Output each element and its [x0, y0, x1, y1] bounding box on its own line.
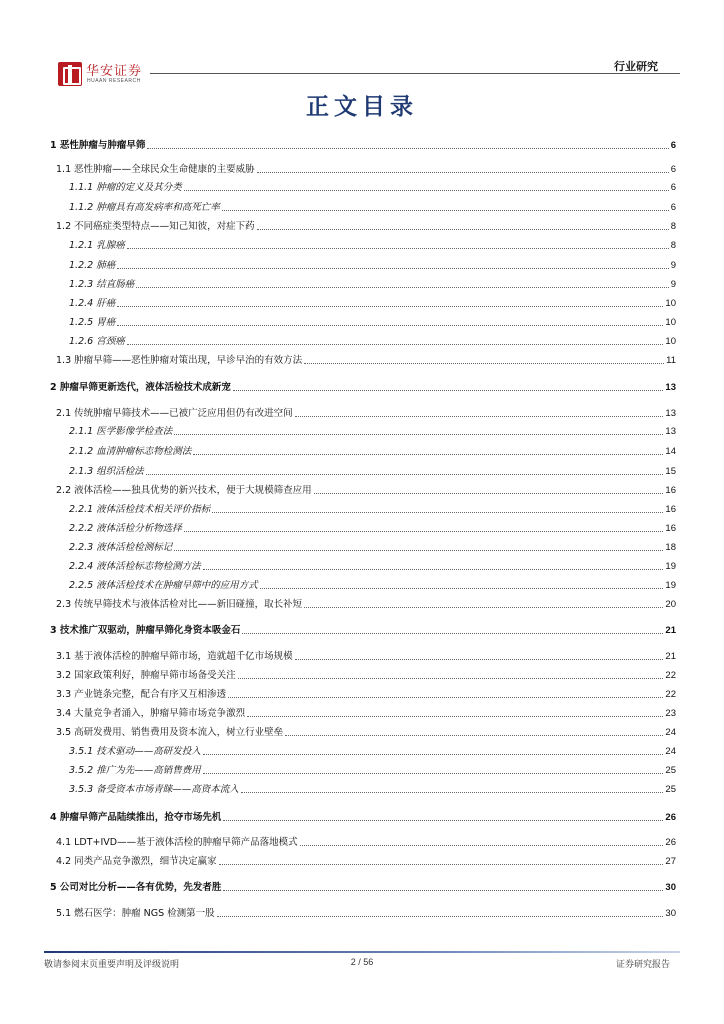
toc-entry-page: 16: [665, 523, 676, 534]
toc-entry-label: 3.5.1 技术驱动——高研发投入: [69, 746, 201, 757]
toc-entry[interactable]: [50, 442, 676, 458]
toc-entry[interactable]: [50, 500, 676, 516]
toc-entry-page: 8: [670, 221, 676, 232]
toc-entry-label: 2.2.5 液体活检技术在肿瘤早筛中的应用方式: [69, 580, 258, 591]
toc-entry[interactable]: [50, 275, 676, 291]
toc-dot-leader: [184, 531, 664, 532]
toc-entry-page: 25: [665, 765, 676, 776]
toc-entry-page: 11: [666, 355, 676, 366]
toc-entry[interactable]: [50, 160, 676, 176]
toc-entry[interactable]: [50, 833, 676, 849]
toc-entry-page: 24: [665, 727, 676, 738]
logo-subtext: HUAAN RESEARCH: [87, 78, 141, 84]
toc-dot-leader: [146, 474, 664, 475]
toc-entry-page: 26: [665, 837, 676, 848]
toc-entry-label: 2.2 液体活检——独具优势的新兴技术，便于大规模筛查应用: [56, 485, 312, 496]
toc-entry[interactable]: [50, 178, 676, 194]
toc-entry-label: 2.3 传统早筛技术与液体活检对比——新旧碰撞，取长补短: [56, 599, 303, 610]
toc-dot-leader: [304, 363, 664, 364]
toc-entry[interactable]: [50, 332, 676, 348]
toc-entry-page: 16: [665, 485, 676, 496]
toc-entry-page: 22: [665, 670, 676, 681]
toc-entry-page: 10: [665, 317, 676, 328]
toc-entry-page: 14: [665, 446, 676, 457]
toc-entry-label: 3.1 基于液体活检的肿瘤早筛市场，造就超千亿市场规模: [56, 651, 293, 662]
toc-entry-page: 20: [665, 599, 676, 610]
page-title: 正文目录: [306, 93, 418, 120]
toc-dot-leader: [260, 588, 664, 589]
header-divider: [150, 73, 680, 74]
toc-entry-label: 2.1.1 医学影像学检查法: [69, 426, 173, 437]
toc-entry-label: 2.2.4 液体活检标志物检测方法: [69, 561, 201, 572]
toc-entry-page: 15: [665, 466, 676, 477]
toc-entry-label: 1.3 肿瘤早筛——恶性肿瘤对策出现，早诊早治的有效方法: [56, 355, 303, 366]
toc-entry[interactable]: [50, 313, 676, 329]
toc-entry-page: 9: [670, 260, 676, 271]
toc-entry-label: 2.1.2 血清肿瘤标志物检测法: [69, 446, 192, 457]
toc-entry-page: 9: [670, 279, 676, 290]
toc-entry[interactable]: [50, 217, 676, 233]
toc-entry-label: 3.2 国家政策利好，肿瘤早筛市场备受关注: [56, 670, 236, 681]
toc-entry-label: 1.2.4 肝癌: [69, 298, 116, 309]
toc-entry-page: 10: [665, 298, 676, 309]
toc-dot-leader: [238, 678, 664, 679]
toc-dot-leader: [203, 569, 664, 570]
toc-entry-label: 1.2.1 乳腺癌: [69, 240, 125, 251]
huaan-logo-icon: [58, 62, 82, 86]
toc-dot-leader: [233, 390, 664, 391]
toc-dot-leader: [247, 716, 663, 717]
toc-entry-label: 3.4 大量竞争者涌入，肿瘤早筛市场竞争激烈: [56, 708, 246, 719]
toc-entry[interactable]: [50, 378, 676, 394]
toc-entry-label: 1.1.2 肿瘤具有高发病率和高死亡率: [69, 202, 220, 213]
toc-entry-page: 13: [665, 408, 676, 419]
toc-entry-page: 25: [665, 784, 676, 795]
toc-entry-label: 1.2.6 宫颈癌: [69, 336, 125, 347]
toc-entry[interactable]: [50, 685, 676, 701]
toc-entry-page: 24: [665, 746, 676, 757]
toc-entry-label: 2.2.1 液体活检技术相关评价指标: [69, 504, 211, 515]
toc-entry-label: 2.2.2 液体活检分析物选择: [69, 523, 182, 534]
toc-entry-label: 5.1 燃石医学：肿瘤 NGS 检测第一股: [56, 908, 215, 919]
toc-entry[interactable]: [50, 621, 676, 637]
toc-entry-label: 2.1 传统肿瘤早筛技术——已被广泛应用但仍有改进空间: [56, 408, 293, 419]
toc-entry[interactable]: [50, 723, 676, 739]
toc-entry-page: 8: [670, 240, 676, 251]
toc-entry[interactable]: [50, 647, 676, 663]
toc-entry[interactable]: [50, 557, 676, 573]
toc-dot-leader: [127, 248, 669, 249]
toc-entry-label: 1.1 恶性肿瘤——全球民众生命健康的主要威胁: [56, 164, 255, 175]
toc-dot-leader: [314, 493, 664, 494]
toc-dot-leader: [219, 864, 664, 865]
toc-entry[interactable]: [50, 236, 676, 252]
toc-entry[interactable]: [50, 294, 676, 310]
toc-dot-leader: [295, 659, 664, 660]
toc-entry-page: 6: [670, 164, 676, 175]
toc-entry-label: 4.1 LDT+IVD——基于液体活检的肿瘤早筛产品落地模式: [56, 837, 298, 848]
toc-entry[interactable]: [50, 136, 676, 152]
toc-entry-label: 4 肿瘤早筛产品陆续推出，抢夺市场先机: [50, 812, 222, 823]
toc-entry-label: 3.5.3 备受资本市场青睐——高资本流入: [69, 784, 239, 795]
toc-dot-leader: [136, 287, 669, 288]
toc-entry-label: 3.3 产业链条完整，配合有序又互相渗透: [56, 689, 227, 700]
toc-dot-leader: [212, 512, 663, 513]
toc-entry[interactable]: [50, 538, 676, 554]
toc-entry[interactable]: [50, 780, 676, 796]
toc-entry-label: 3.5 高研发费用、销售费用及资本流入，树立行业壁垒: [56, 727, 284, 738]
toc-entry-label: 2.2.3 液体活检检测标记: [69, 542, 173, 553]
toc-entry-page: 30: [665, 882, 676, 893]
toc-entry[interactable]: [50, 742, 676, 758]
toc-entry-label: 3 技术推广双驱动，肿瘤早筛化身资本吸金石: [50, 625, 241, 636]
toc-entry[interactable]: [50, 481, 676, 497]
toc-entry[interactable]: [50, 878, 676, 894]
footer-disclaimer: 敬请参阅末页重要声明及评级说明: [44, 960, 180, 970]
toc-entry-label: 1 恶性肿瘤与肿瘤早筛: [50, 140, 146, 151]
toc-entry-label: 1.2 不同癌症类型特点——知己知彼，对症下药: [56, 221, 255, 232]
toc-entry-page: 6: [670, 202, 676, 213]
toc-entry[interactable]: [50, 256, 676, 272]
toc-dot-leader: [242, 633, 663, 634]
toc-entry-page: 13: [665, 382, 676, 393]
footer-divider: [44, 951, 680, 953]
toc-dot-leader: [222, 210, 669, 211]
toc-entry-page: 16: [665, 504, 676, 515]
toc-entry-page: 21: [665, 625, 676, 636]
toc-dot-leader: [304, 607, 663, 608]
toc-dot-leader: [174, 434, 663, 435]
toc-dot-leader: [295, 416, 664, 417]
toc-entry-page: 10: [665, 336, 676, 347]
toc-entry-page: 6: [670, 140, 676, 151]
toc-entry[interactable]: [50, 422, 676, 438]
toc-entry-label: 3.5.2 推广为先——高销售费用: [69, 765, 201, 776]
toc-entry-label: 2.1.3 组织活检法: [69, 466, 144, 477]
toc-entry-label: 2 肿瘤早筛更新迭代，液体活检技术成新宠: [50, 382, 231, 393]
toc-dot-leader: [117, 268, 669, 269]
toc-dot-leader: [117, 306, 663, 307]
toc-dot-leader: [203, 754, 664, 755]
toc-entry-page: 19: [665, 580, 676, 591]
toc-dot-leader: [217, 916, 664, 917]
toc-entry[interactable]: [50, 404, 676, 420]
toc-entry-label: 1.2.3 结直肠癌: [69, 279, 135, 290]
toc-entry-page: 30: [665, 908, 676, 919]
toc-dot-leader: [203, 773, 664, 774]
toc-entry[interactable]: [50, 351, 676, 367]
toc-entry-page: 26: [665, 812, 676, 823]
toc-entry[interactable]: [50, 852, 676, 868]
toc-entry-page: 18: [665, 542, 676, 553]
logo-text: 华安证券: [86, 64, 143, 79]
toc-entry-page: 27: [665, 856, 676, 867]
toc-dot-leader: [147, 148, 668, 149]
section-label: 行业研究: [614, 60, 658, 73]
toc-entry-page: 21: [665, 651, 676, 662]
toc-entry[interactable]: [50, 808, 676, 824]
toc-dot-leader: [117, 325, 663, 326]
toc-entry-page: 13: [665, 426, 676, 437]
toc-entry[interactable]: [50, 576, 676, 592]
page-indicator: 2 / 56: [350, 957, 374, 967]
toc-entry[interactable]: [50, 904, 676, 920]
toc-entry[interactable]: [50, 462, 676, 478]
toc-dot-leader: [241, 792, 664, 793]
toc-entry[interactable]: [50, 666, 676, 682]
toc-entry[interactable]: [50, 198, 676, 214]
toc-entry[interactable]: [50, 704, 676, 720]
toc-dot-leader: [300, 845, 664, 846]
toc-dot-leader: [228, 697, 663, 698]
toc-dot-leader: [285, 735, 663, 736]
toc-entry-page: 23: [665, 708, 676, 719]
page-header: [44, 52, 680, 88]
toc-entry-label: 1.1.1 肿瘤的定义及其分类: [69, 182, 182, 193]
toc-dot-leader: [193, 454, 663, 455]
toc-entry-page: 6: [670, 182, 676, 193]
toc-entry-label: 4.2 同类产品竞争激烈，细节决定赢家: [56, 856, 217, 867]
toc-entry-page: 19: [665, 561, 676, 572]
toc-entry-label: 1.2.5 胃癌: [69, 317, 116, 328]
report-type: 证券研究报告: [615, 960, 670, 970]
toc-entry-page: 22: [665, 689, 676, 700]
toc-dot-leader: [257, 229, 669, 230]
toc-dot-leader: [223, 820, 663, 821]
toc-dot-leader: [174, 550, 663, 551]
toc-dot-leader: [127, 344, 664, 345]
toc-entry-label: 1.2.2 肺癌: [69, 260, 116, 271]
toc-entry[interactable]: [50, 761, 676, 777]
toc-dot-leader: [257, 172, 669, 173]
toc-entry-label: 5 公司对比分析——各有优势，先发者胜: [50, 882, 222, 893]
toc-dot-leader: [223, 890, 663, 891]
toc-dot-leader: [184, 190, 669, 191]
toc-entry[interactable]: [50, 595, 676, 611]
toc-entry[interactable]: [50, 519, 676, 535]
